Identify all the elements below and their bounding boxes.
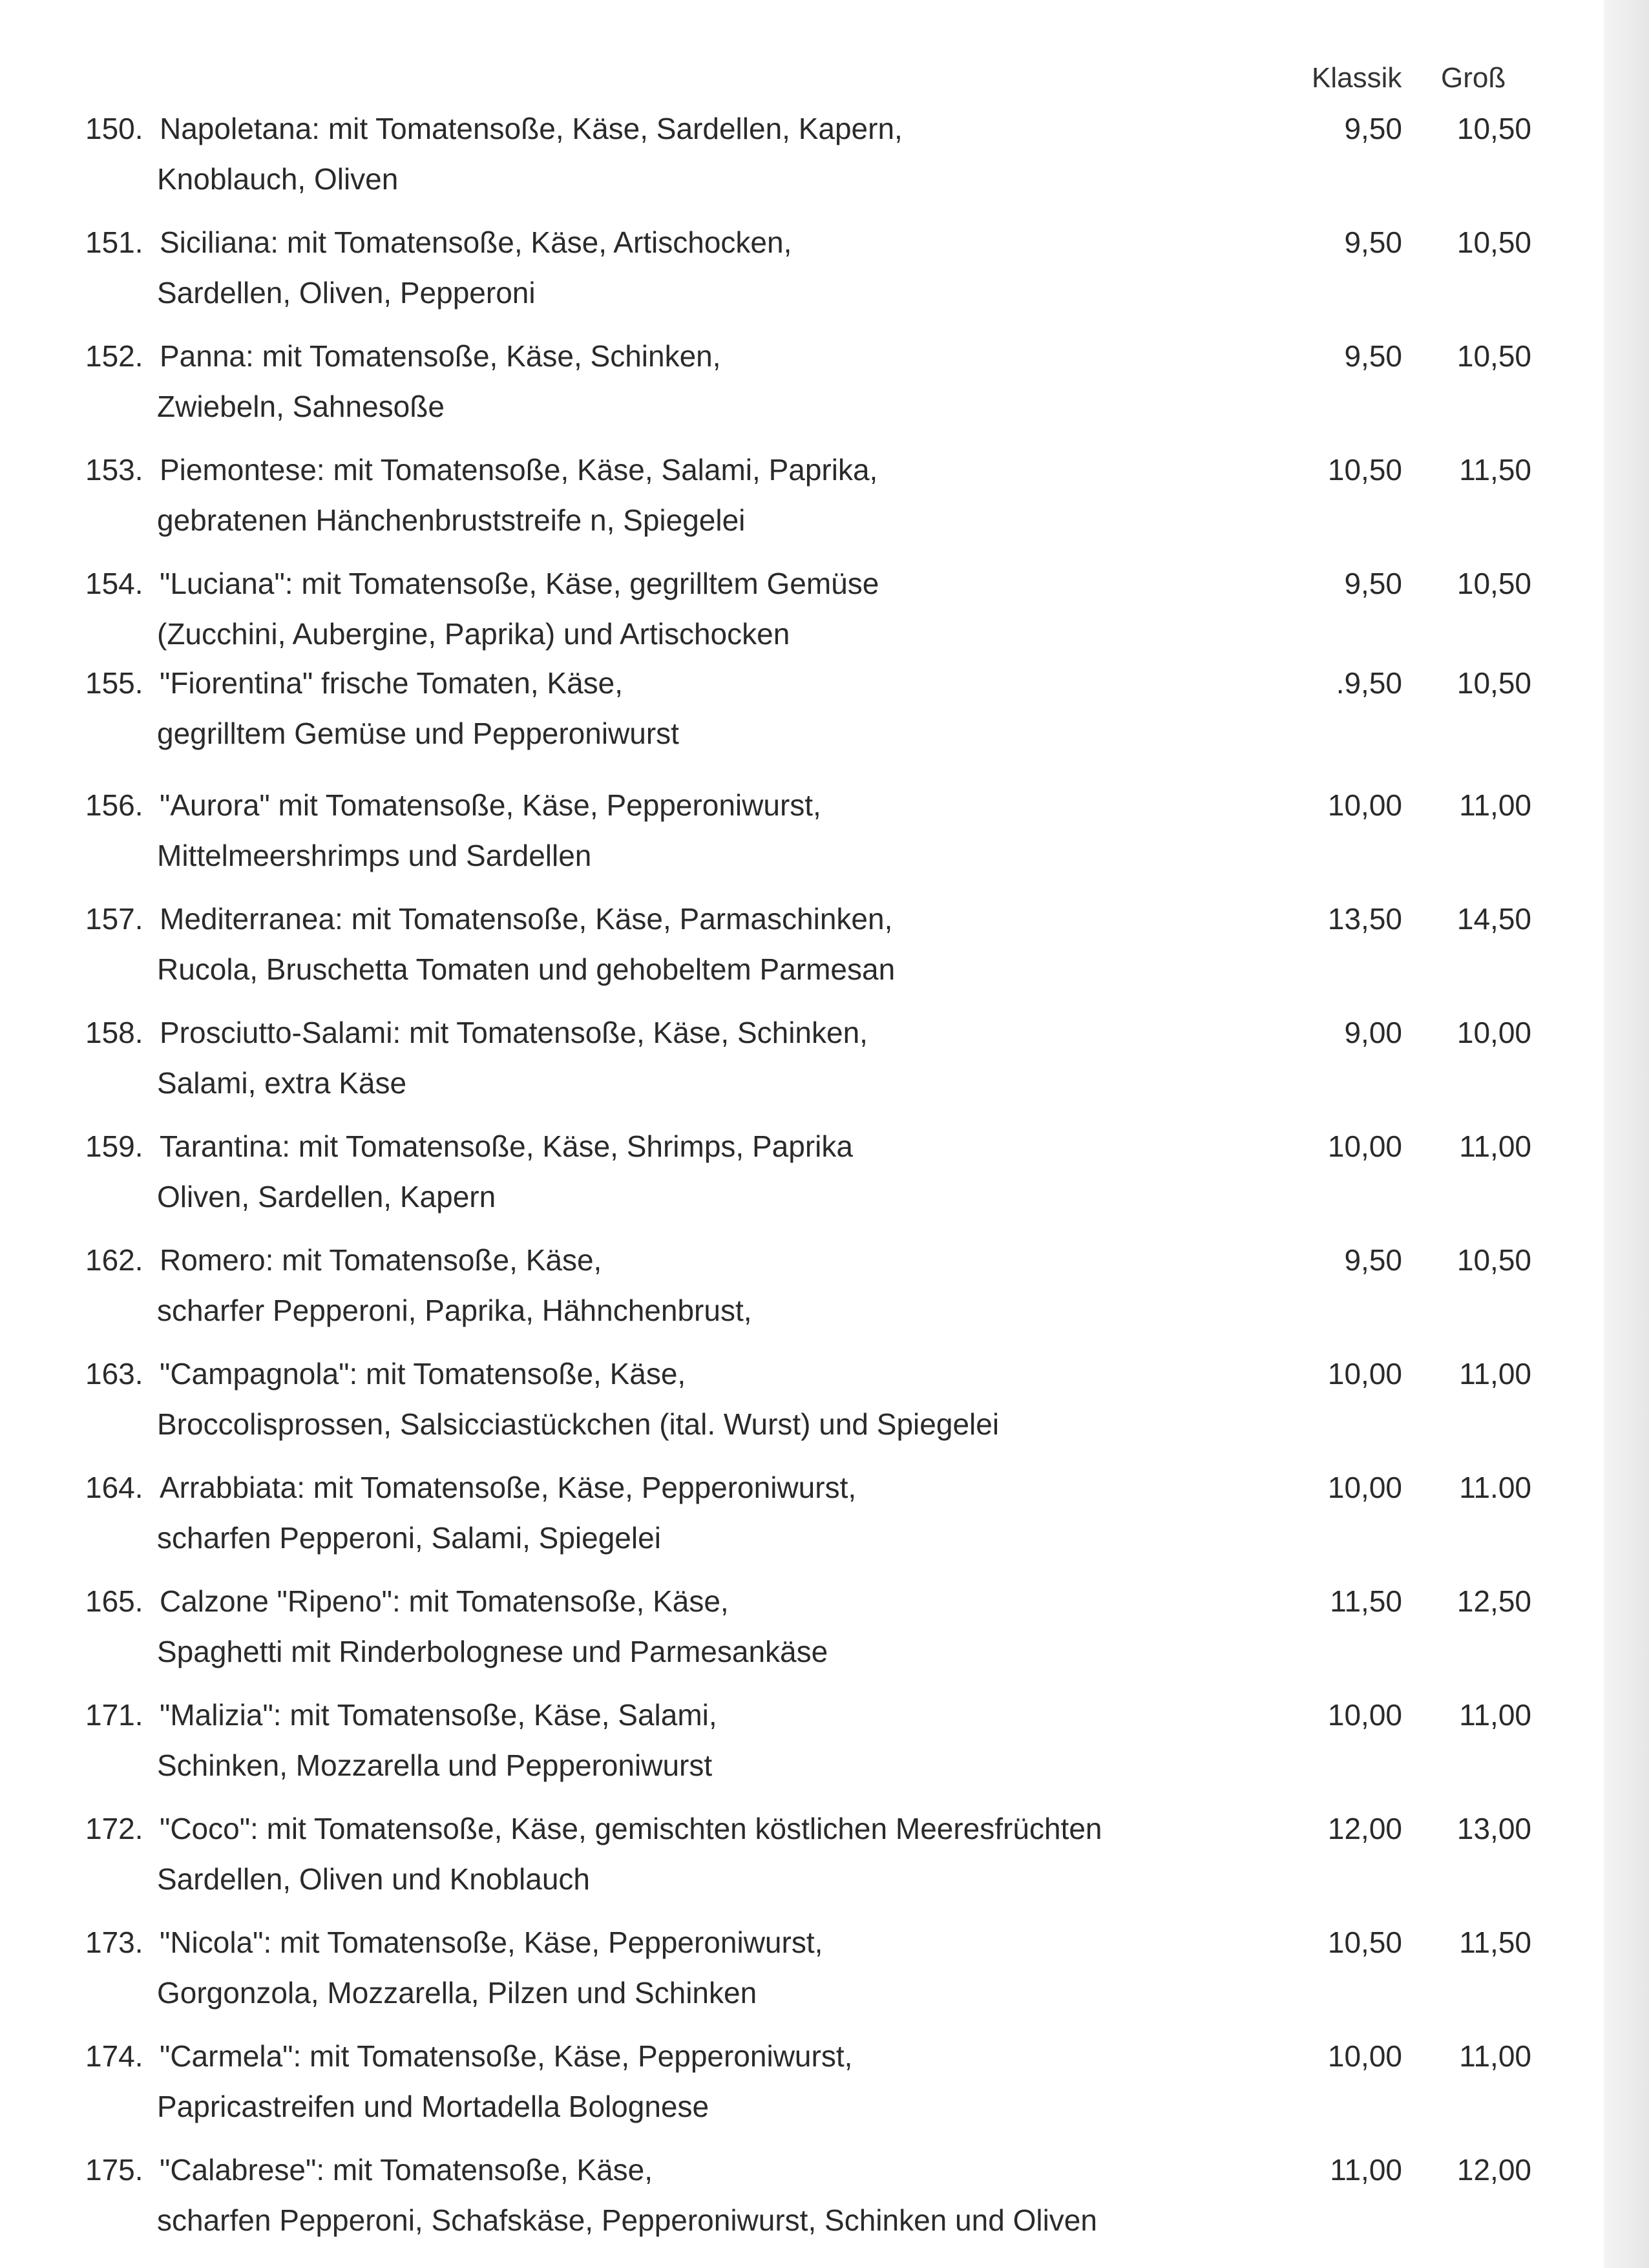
menu-item-description-line2: Sardellen, Oliven und Knoblauch	[157, 1862, 591, 1896]
menu-item-description-line1: "Carmela": mit Tomatensoße, Käse, Pepperoniwurst,	[160, 2039, 853, 2073]
menu-item-description-line2: Spaghetti mit Rinderbolognese und Parmesankäse	[157, 1635, 828, 1668]
menu-item-number: 164.	[85, 1471, 143, 1504]
menu-item-number: 151.	[85, 226, 143, 259]
menu-item-description-line2: scharfer Pepperoni, Paprika, Hähnchenbrust,	[157, 1294, 752, 1327]
price-gross: 11,00	[1459, 1357, 1531, 1391]
menu-item-number: 173.	[85, 1926, 143, 1959]
menu-item-description-line1: "Coco": mit Tomatensoße, Käse, gemischten köstlichen Meeresfrüchten	[160, 1812, 1102, 1845]
menu-item-description-line2: gebratenen Hänchenbruststreife n, Spiegelei	[157, 503, 746, 537]
price-klassik: 10,00	[1327, 1129, 1402, 1163]
price-klassik: 10,00	[1327, 1698, 1402, 1732]
price-gross: 13,00	[1456, 1812, 1531, 1845]
price-klassik: 9,50	[1344, 112, 1402, 145]
menu-item-number: 163.	[85, 1357, 143, 1391]
price-klassik: 10,00	[1327, 788, 1402, 822]
price-klassik: 11,50	[1330, 1584, 1402, 1618]
price-gross: 12,50	[1456, 1584, 1531, 1618]
page-edge-shadow	[1604, 0, 1649, 2268]
menu-item-number: 162.	[85, 1243, 143, 1277]
menu-item-description-line1: Calzone "Ripeno": mit Tomatensoße, Käse,	[160, 1584, 729, 1618]
price-klassik: 9,50	[1344, 226, 1402, 259]
price-klassik: 10,00	[1327, 2039, 1402, 2073]
menu-item-description-line1: Romero: mit Tomatensoße, Käse,	[160, 1243, 602, 1277]
menu-item-number: 154.	[85, 567, 143, 600]
price-klassik: 11,00	[1330, 2153, 1402, 2187]
price-gross: 10,50	[1456, 339, 1531, 373]
menu-item-description-line2: Papricastreifen und Mortadella Bolognese	[157, 2090, 709, 2123]
price-gross: 11,00	[1459, 1129, 1531, 1163]
menu-item-description-line1: Arrabbiata: mit Tomatensoße, Käse, Pepperoniwurst,	[160, 1471, 857, 1504]
menu-item-number: 172.	[85, 1812, 143, 1845]
menu-item-description-line1: "Luciana": mit Tomatensoße, Käse, gegrilltem Gemüse	[160, 567, 879, 600]
menu-item-number: 175.	[85, 2153, 143, 2187]
menu-item-description-line1: "Fiorentina" frische Tomaten, Käse,	[160, 666, 624, 700]
price-gross: 10,50	[1456, 112, 1531, 145]
price-gross: 11,00	[1459, 2039, 1531, 2073]
menu-item-description-line2: Schinken, Mozzarella und Pepperoniwurst	[157, 1748, 713, 1782]
menu-item-number: 165.	[85, 1584, 143, 1618]
price-klassik: 9,50	[1344, 567, 1402, 600]
price-gross: 11,00	[1459, 1698, 1531, 1732]
price-klassik: 9,50	[1344, 339, 1402, 373]
price-klassik: 12,00	[1327, 1812, 1402, 1845]
menu-item-description-line1: Mediterranea: mit Tomatensoße, Käse, Parmaschinken,	[160, 902, 893, 936]
menu-item-description-line1: "Campagnola": mit Tomatensoße, Käse,	[160, 1357, 686, 1391]
column-header-klassik: Klassik	[1312, 62, 1402, 94]
menu-item-description-line2: Knoblauch, Oliven	[157, 162, 399, 196]
price-gross: 10,00	[1456, 1016, 1531, 1049]
menu-item-number: 174.	[85, 2039, 143, 2073]
menu-item-description-line1: Tarantina: mit Tomatensoße, Käse, Shrimps, Paprika	[160, 1129, 853, 1163]
menu-item-description-line2: Gorgonzola, Mozzarella, Pilzen und Schinken	[157, 1976, 757, 2010]
price-klassik: 10,00	[1327, 1471, 1402, 1504]
menu-item-description-line2: Rucola, Bruschetta Tomaten und gehobeltem Parmesan	[157, 952, 896, 986]
menu-item-description-line2: Mittelmeershrimps und Sardellen	[157, 839, 592, 872]
menu-item-description-line1: Siciliana: mit Tomatensoße, Käse, Artischocken,	[160, 226, 792, 259]
price-gross: 11.00	[1459, 1471, 1531, 1504]
price-klassik: 10,00	[1327, 1357, 1402, 1391]
price-klassik: 9,50	[1344, 1243, 1402, 1277]
price-gross: 11,50	[1459, 453, 1531, 487]
price-gross: 11,00	[1459, 788, 1531, 822]
menu-item-description-line1: "Aurora" mit Tomatensoße, Käse, Pepperoniwurst,	[160, 788, 821, 822]
price-klassik: 13,50	[1327, 902, 1402, 936]
menu-item-number: 150.	[85, 112, 143, 145]
menu-item-description-line1: Prosciutto-Salami: mit Tomatensoße, Käse, Schinken,	[160, 1016, 868, 1049]
menu-item-description-line2: Zwiebeln, Sahnesoße	[157, 390, 445, 423]
menu-item-description-line2: scharfen Pepperoni, Salami, Spiegelei	[157, 1521, 661, 1555]
price-gross: 10,50	[1456, 666, 1531, 700]
menu-item-number: 156.	[85, 788, 143, 822]
price-klassik: 10,50	[1327, 1926, 1402, 1959]
menu-item-description-line2: Oliven, Sardellen, Kapern	[157, 1180, 496, 1213]
price-gross: 12,00	[1456, 2153, 1531, 2187]
menu-item-description-line2: scharfen Pepperoni, Schafskäse, Pepperoniwurst, Schinken und Oliven	[157, 2203, 1097, 2237]
menu-item-number: 155.	[85, 666, 143, 700]
menu-item-description-line1: Panna: mit Tomatensoße, Käse, Schinken,	[160, 339, 721, 373]
menu-item-number: 158.	[85, 1016, 143, 1049]
price-gross: 10,50	[1456, 1243, 1531, 1277]
menu-item-number: 159.	[85, 1129, 143, 1163]
menu-item-description-line2: Broccolisprossen, Salsicciastückchen (ital. Wurst) und Spiegelei	[157, 1407, 1000, 1441]
price-klassik: 10,50	[1327, 453, 1402, 487]
price-gross: 10,50	[1456, 567, 1531, 600]
menu-item-number: 171.	[85, 1698, 143, 1732]
menu-item-number: 152.	[85, 339, 143, 373]
menu-item-description-line1: "Calabrese": mit Tomatensoße, Käse,	[160, 2153, 653, 2187]
menu-item-description-line1: Piemontese: mit Tomatensoße, Käse, Salami, Paprika,	[160, 453, 878, 487]
price-klassik: 9,00	[1344, 1016, 1402, 1049]
menu-item-description-line2: gegrilltem Gemüse und Pepperoniwurst	[157, 717, 679, 750]
menu-item-number: 157.	[85, 902, 143, 936]
menu-item-description-line2: Sardellen, Oliven, Pepperoni	[157, 276, 536, 310]
menu-item-description-line1: Napoletana: mit Tomatensoße, Käse, Sardellen, Kapern,	[160, 112, 903, 145]
menu-item-description-line2: (Zucchini, Aubergine, Paprika) und Artischocken	[157, 617, 790, 651]
menu-item-description-line1: "Malizia": mit Tomatensoße, Käse, Salami,	[160, 1698, 717, 1732]
price-gross: 10,50	[1456, 226, 1531, 259]
price-gross: 11,50	[1459, 1926, 1531, 1959]
price-klassik: .9,50	[1336, 666, 1402, 700]
menu-item-description-line2: Salami, extra Käse	[157, 1066, 407, 1100]
price-gross: 14,50	[1456, 902, 1531, 936]
menu-item-number: 153.	[85, 453, 143, 487]
column-header-gross: Groß	[1441, 62, 1506, 94]
menu-item-description-line1: "Nicola": mit Tomatensoße, Käse, Pepperoniwurst,	[160, 1926, 823, 1959]
